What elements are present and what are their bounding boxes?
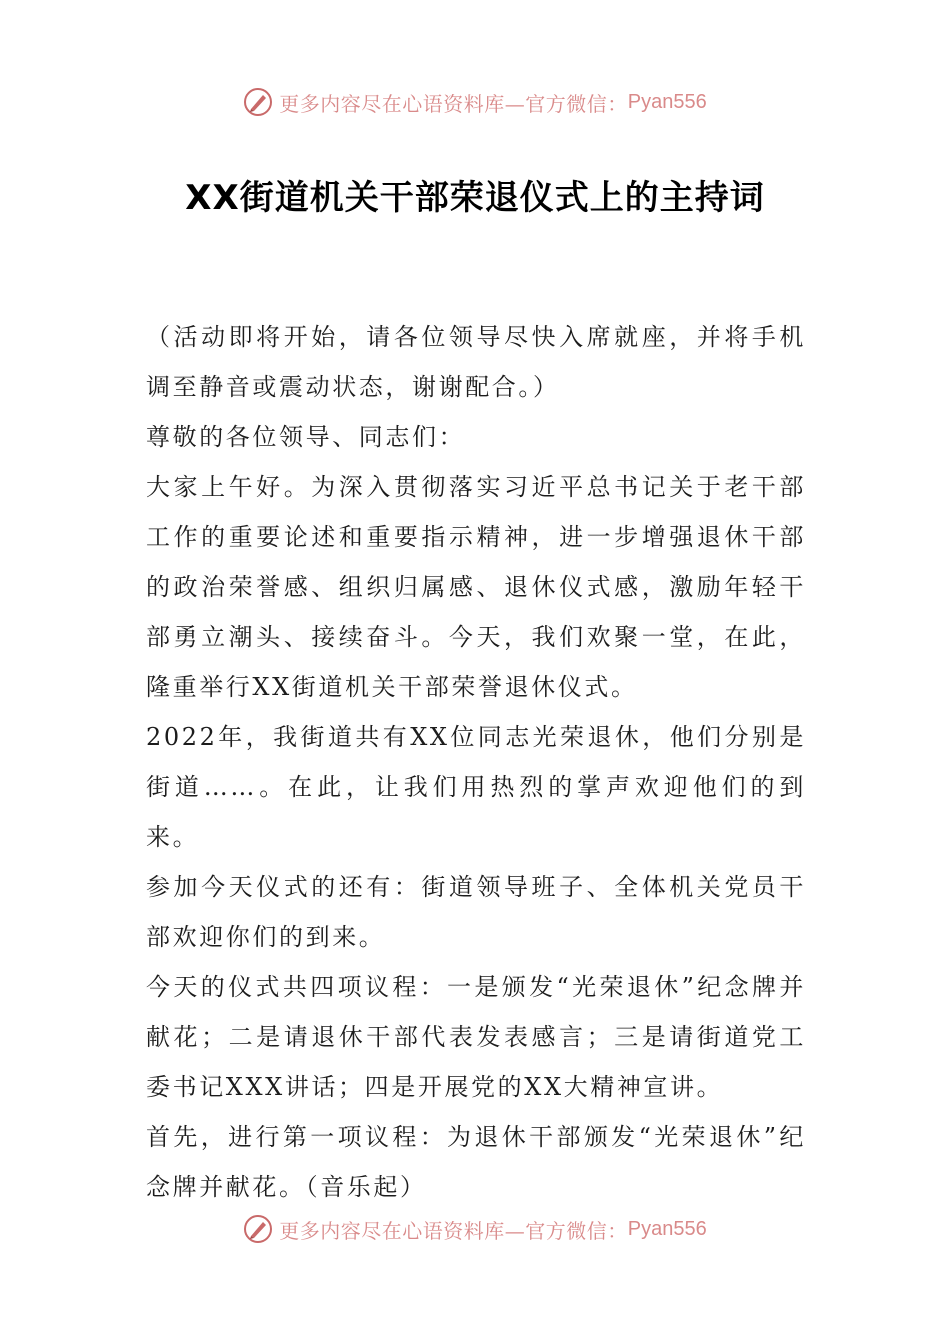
header-banner — [0, 82, 950, 122]
pen-logo-icon — [243, 1214, 273, 1244]
paragraph-agenda: 今天的仪式共四项议程：一是颁发“光荣退休”纪念牌并献花；二是请退休干部代表发表感言；三是请街道党工委书记XXX讲话；四是开展党的XX大精神宣讲。 — [146, 973, 806, 1101]
paragraph-attendees: 参加今天仪式的还有：街道领导班子、全体机关党员干部欢迎你们的到来。 — [146, 873, 806, 951]
wechat-id: Pyan556 — [627, 90, 707, 113]
paragraph-retirees: 2022年，我街道共有XX位同志光荣退休，他们分别是街道……。在此，让我们用热烈的掌声欢迎他们的到来。 — [146, 723, 806, 851]
footer-banner — [0, 1209, 950, 1249]
banner-text: 更多内容尽在心语资料库—官方微信： — [279, 1218, 628, 1243]
wechat-id: Pyan556 — [627, 1217, 707, 1240]
paragraph-notice: （活动即将开始，请各位领导尽快入席就座，并将手机调至静音或震动状态，谢谢配合。） — [146, 323, 806, 401]
banner-text: 更多内容尽在心语资料库—官方微信： — [279, 91, 628, 116]
document-body — [146, 312, 806, 1212]
paragraph-first-item: 首先，进行第一项议程：为退休干部颁发“光荣退休”纪念牌并献花。（音乐起） — [146, 1123, 806, 1201]
paragraph-greeting: 大家上午好。为深入贯彻落实习近平总书记关于老干部工作的重要论述和重要指示精神，进一步增强退休干部的政治荣誉感、组织归属感、退休仪式感，激励年轻干部勇立潮头、接续奋斗。今天，我们欢聚一堂，在此，隆重举行XX街道机关干部荣誉退休仪式。 — [146, 473, 806, 701]
paragraph-salutation: 尊敬的各位领导、同志们： — [146, 423, 466, 451]
document-title: XX街道机关干部荣退仪式上的主持词 — [185, 178, 765, 218]
pen-logo-icon — [243, 87, 273, 117]
